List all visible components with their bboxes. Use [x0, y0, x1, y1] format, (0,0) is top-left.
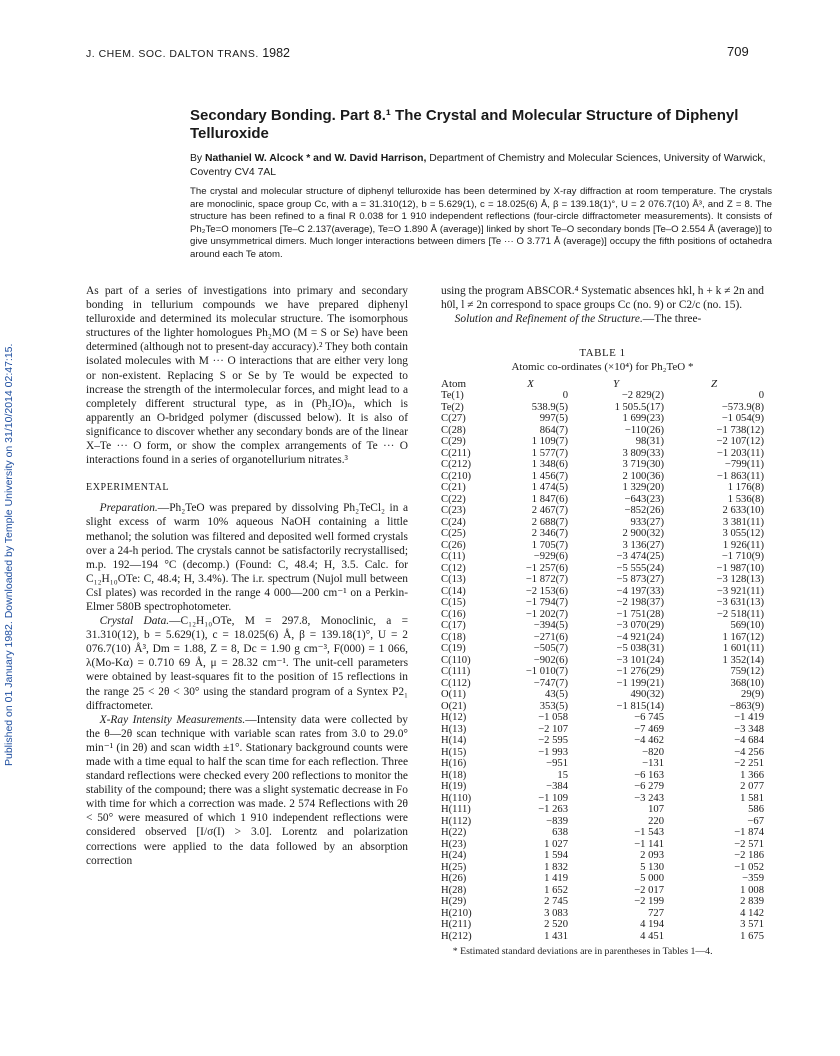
- cell-z: 0: [758, 390, 764, 401]
- table-row: [441, 678, 764, 690]
- cell-z: 3 381(11): [722, 516, 764, 528]
- table-1: [441, 347, 764, 958]
- cell-atom: C(25): [441, 528, 466, 539]
- cell-z: −4 684: [734, 735, 764, 746]
- cell-x: 1 594: [544, 850, 568, 861]
- cell-y: 1 505.5(17): [614, 401, 664, 413]
- cell-atom: H(24): [441, 850, 467, 861]
- preparation-text: —Ph₂TeO was prepared by dissolving Ph₂TeCl₂ in a slight excess of warm 10% aqueous NaOH containing a little methanol; the solution was filtered and deposited well formed crystals over a 24-h period. The crystals cannot be satisfactorily recrystallised; m.p. 192—194 °C (decomp.) (Found: C, 48.4; H, 3.5. Calc. for C₁₂H₁₀OTe: C, 48.4; H, 3.4%). The i.r. spectrum (Nujol mull between CsI plates) was recorded in the range 4 000—200 cm⁻¹ on a Perkin-Elmer 580B spectrophotometer.: [86, 502, 408, 613]
- table-row: [441, 873, 764, 885]
- cell-y: 5 130: [640, 861, 664, 873]
- cell-y: −5 873(27): [616, 574, 664, 585]
- cell-y: −5 038(31): [616, 643, 664, 654]
- cell-atom: C(112): [441, 677, 471, 689]
- cell-x: 1 419: [544, 873, 568, 884]
- table-row: [441, 758, 764, 770]
- cell-x: 353(5): [539, 700, 568, 712]
- solution-text: —The three-: [642, 313, 702, 326]
- table-row: [441, 494, 764, 506]
- table-row: [441, 839, 764, 851]
- author-names: Nathaniel W. Alcock * and W. David Harrison,: [205, 153, 427, 164]
- cell-x: −1 263: [538, 804, 568, 815]
- table-row: [441, 689, 764, 701]
- table-row: [441, 540, 764, 552]
- table-row: [441, 816, 764, 828]
- cell-z: 2 077: [740, 781, 764, 792]
- header-y: Y: [612, 377, 620, 390]
- cell-atom: O(21): [441, 700, 467, 712]
- table-row: [441, 643, 764, 655]
- cell-atom: C(15): [441, 597, 466, 608]
- cell-y: −131: [642, 758, 664, 769]
- cell-x: 538.9(5): [531, 401, 568, 413]
- cell-atom: C(21): [441, 482, 466, 493]
- cell-x: 2 520: [544, 919, 568, 930]
- cell-y: −110(26): [624, 424, 664, 436]
- cell-atom: H(211): [441, 919, 472, 930]
- cell-x: −1 257(6): [525, 562, 568, 574]
- journal-year: 1982: [262, 46, 291, 60]
- cell-x: −839: [546, 815, 568, 827]
- table-row: [441, 517, 764, 529]
- cell-x: 2 745: [544, 896, 568, 907]
- cell-x: −394(5): [533, 620, 568, 631]
- cell-z: 368(10): [730, 677, 764, 689]
- cell-y: −7 469: [634, 723, 664, 735]
- table-row: [441, 781, 764, 793]
- cell-z: 1 926(11): [722, 539, 764, 551]
- cell-z: 1 167(12): [722, 631, 764, 643]
- cell-z: −1 203(11): [716, 447, 764, 459]
- cell-z: −1 052: [734, 861, 764, 873]
- cell-z: −1 863(11): [716, 470, 764, 482]
- cell-z: −1 738(12): [716, 424, 764, 436]
- cell-x: −1 872(7): [525, 574, 568, 585]
- cell-z: −1 874: [734, 827, 764, 838]
- cell-x: 864(7): [539, 424, 568, 436]
- cell-x: 2 688(7): [531, 516, 568, 528]
- cell-z: 569(10): [730, 620, 764, 631]
- xray-paragraph: [86, 713, 408, 868]
- cell-x: 1 832: [544, 861, 568, 873]
- cell-x: 1 652: [544, 884, 568, 896]
- article-title: Secondary Bonding. Part 8.¹ The Crystal and Molecular Structure of Diphenyl Telluroxide: [190, 107, 739, 142]
- table-row: [441, 850, 764, 862]
- cell-x: 1 474(5): [531, 482, 568, 493]
- cell-x: 638: [552, 827, 568, 838]
- cell-y: 107: [648, 804, 664, 815]
- cell-x: −384: [546, 781, 568, 792]
- cell-y: −1 141: [634, 838, 664, 850]
- cell-z: −3 631(13): [716, 597, 764, 608]
- cell-y: −6 745: [634, 712, 664, 723]
- page-number: 709: [727, 44, 749, 59]
- cell-atom: H(110): [441, 792, 472, 804]
- cell-atom: Te(2): [441, 401, 464, 413]
- cell-y: −3 101(24): [616, 654, 664, 666]
- cell-y: 1 329(20): [622, 482, 664, 493]
- cell-z: 1 008: [740, 884, 764, 896]
- cell-atom: C(17): [441, 620, 466, 631]
- cell-x: 1 847(6): [531, 493, 568, 505]
- cell-x: 1 109(7): [531, 436, 568, 447]
- cell-atom: C(22): [441, 493, 466, 505]
- table-row: [441, 459, 764, 471]
- table-row: [441, 724, 764, 736]
- cell-x: −271(6): [533, 631, 568, 643]
- cell-y: 1 699(23): [622, 413, 664, 424]
- cell-x: 3 083: [544, 907, 568, 919]
- cell-atom: C(13): [441, 574, 466, 585]
- table-row: [441, 505, 764, 517]
- cell-x: −747(7): [533, 677, 568, 689]
- table-row: [441, 712, 764, 724]
- table-caption: Atomic co-ordinates (×10⁴) for Ph₂TeO *: [511, 361, 694, 373]
- cell-atom: C(16): [441, 608, 466, 620]
- cell-atom: C(110): [441, 654, 471, 666]
- cell-atom: C(212): [441, 459, 472, 470]
- cell-z: −359: [742, 873, 764, 884]
- cell-y: −2 198(37): [616, 597, 664, 608]
- cell-z: 1 352(14): [722, 654, 764, 666]
- cell-x: −1 010(7): [525, 666, 568, 677]
- table-row: [441, 747, 764, 759]
- cell-x: −929(6): [533, 551, 568, 562]
- cell-atom: H(210): [441, 907, 472, 919]
- preparation-heading: Preparation.: [99, 502, 158, 515]
- cell-atom: H(26): [441, 873, 467, 884]
- table-row: [441, 390, 764, 402]
- table-row: [441, 482, 764, 494]
- cell-atom: C(27): [441, 413, 466, 424]
- cell-z: −3 128(13): [716, 574, 764, 585]
- table-row: [441, 770, 764, 782]
- cell-atom: H(19): [441, 781, 467, 792]
- table-row: [441, 471, 764, 483]
- cell-z: −2 518(11): [716, 608, 764, 620]
- cell-y: 3 719(30): [622, 459, 664, 470]
- cell-z: 586: [748, 804, 764, 815]
- cell-x: 1 027: [544, 838, 568, 850]
- cell-atom: C(210): [441, 470, 472, 482]
- cell-atom: H(212): [441, 930, 472, 942]
- crystal-data-heading: Crystal Data.: [99, 615, 170, 628]
- cell-y: −2 199: [634, 896, 664, 907]
- solution-heading: Solution and Refinement of the Structure.: [454, 313, 643, 326]
- table-row: [441, 919, 764, 931]
- table-row: [441, 931, 764, 943]
- authors-prefix: By: [190, 153, 206, 164]
- cell-y: 3 809(33): [622, 447, 664, 459]
- cell-atom: H(25): [441, 861, 467, 873]
- cell-atom: C(111): [441, 666, 471, 677]
- cell-z: 1 675: [740, 930, 764, 942]
- header-atom: Atom: [441, 377, 467, 390]
- cell-y: −2 017: [634, 884, 664, 896]
- table-row: [441, 436, 764, 448]
- cell-atom: Te(1): [441, 390, 464, 401]
- cell-x: 0: [562, 390, 568, 401]
- crystal-data-text: —C₁₂H₁₀OTe, M = 297.8, Monoclinic, a = 31.310(12), b = 5.629(1), c = 18.025(6) Å, β = 139.18(1)°, U = 2 076.7(10) Å³, Dm = 1.88, Z = 8, Dc = 1.90 g cm⁻³, F(000) = 1 066, λ(Mo-Kα) = 0.710 69 Å, μ = 28.32 cm⁻¹. The unit-cell parameters were obtained by least-squares fit to the position of 15 reflections in the range 25 < 2θ < 30° using the standard program of a Syntex P2₁ diffractometer.: [86, 615, 408, 712]
- cell-atom: H(112): [441, 815, 472, 827]
- cell-x: 997(5): [539, 413, 568, 424]
- cell-y: −1 199(21): [616, 677, 664, 689]
- cell-y: 4 451: [640, 930, 664, 942]
- cell-y: −1 751(28): [616, 608, 664, 620]
- cell-atom: H(14): [441, 735, 467, 746]
- intro-paragraph: As part of a series of investigations into primary and secondary bonding in tellurium compounds we have prepared diphenyl telluroxide and determined its molecular structure. The isomorphous structures of the lighter homologues Ph₂MO (M = S or Se) have been determined (although not to present-day accuracy).² They both contain isolated molecules with M ··· O interactions that are either very long or non-existent. Replacing S or Se by Te would be expected to increase the strength of the intermolecular forces, and might lead to a completely different structural type, as in (Ph₂IO)ₙ, which is apparently an O-bridged polymer (discussed below). It is also of significance to discover whether any secondary bonds are of the linear X–Te ··· O form, or show the complex arrangements of Te ··· O interactions found in a series of organotellurium nitrates.³: [86, 285, 408, 467]
- table-row: [441, 885, 764, 897]
- cell-x: −902(6): [533, 654, 568, 666]
- cell-x: 2 467(7): [531, 505, 568, 516]
- journal-name: J. CHEM. SOC. DALTON TRANS.: [86, 48, 259, 60]
- journal-header: [86, 46, 290, 60]
- cell-y: 933(27): [630, 516, 664, 528]
- table-row: [441, 862, 764, 874]
- cell-y: −3 070(29): [616, 620, 664, 631]
- cell-x: 43(5): [545, 689, 568, 700]
- cell-atom: C(29): [441, 436, 466, 447]
- cell-y: 4 194: [640, 919, 664, 930]
- table-row: [441, 574, 764, 586]
- table-row: [441, 551, 764, 563]
- cell-atom: H(18): [441, 769, 467, 781]
- cell-z: −1 419: [734, 712, 764, 723]
- right-column: [441, 284, 764, 326]
- table-row: [441, 701, 764, 713]
- cell-x: −1 202(7): [525, 608, 568, 620]
- cell-x: −505(7): [533, 643, 568, 654]
- cell-z: −573.9(8): [721, 401, 764, 413]
- cell-y: −1 276(29): [616, 666, 664, 677]
- cell-z: −1 054(9): [721, 413, 764, 424]
- table-row: [441, 402, 764, 414]
- section-heading-experimental: EXPERIMENTAL: [86, 482, 170, 494]
- cell-x: −2 107: [538, 723, 568, 735]
- affiliation: Department of Chemistry and Molecular Sciences, University of Warwick, Coventry CV4 7AL: [190, 153, 766, 178]
- abstract: The crystal and molecular structure of diphenyl telluroxide has been determined by X-ray diffraction at room temperature. The crystals are monoclinic, space group Cc, with a = 31.310(12), b = 5.629(1), c = 18.025(6) Å, β = 139.18(1)°, U = 2 076.7(10) Å³, and Z = 8. The structure has been refined to a final R 0.038 for 1 910 independent reflections (four-circle diffractometer measurements). It consists of Ph₂Te=O monomers [Te–C 2.137(average), Te=O 1.890 Å (average)] linked by short Te–O secondary bonds [Te–O 2.554 Å (average)] to give unsymmetrical dimers. Much longer interactions between dimers [Te ··· O 3.771 Å (average)] occupy the fifth positions of octahedra around each Te atom.: [190, 186, 772, 260]
- table-row: [441, 666, 764, 678]
- table-row: [441, 413, 764, 425]
- table-footnote: * Estimated standard deviations are in parentheses in Tables 1—4.: [452, 946, 713, 957]
- cell-z: 1 366: [740, 769, 764, 781]
- cell-z: −799(11): [724, 459, 764, 470]
- cell-atom: C(19): [441, 643, 466, 654]
- cell-atom: C(11): [441, 551, 466, 562]
- cell-y: −4 462: [634, 735, 664, 746]
- cell-z: −67: [747, 815, 764, 827]
- table-row: [441, 735, 764, 747]
- xray-heading: X-Ray Intensity Measurements.: [99, 713, 246, 726]
- cell-z: 2 633(10): [722, 505, 764, 516]
- cell-z: −863(9): [729, 700, 764, 712]
- table-row: [441, 609, 764, 621]
- cell-y: −852(26): [624, 505, 664, 516]
- cell-z: −2 571: [734, 838, 764, 850]
- cell-y: −6 279: [634, 781, 664, 792]
- cell-x: −2 595: [538, 735, 568, 746]
- cell-y: −6 163: [634, 769, 664, 781]
- table-row: [441, 528, 764, 540]
- cell-atom: C(28): [441, 424, 466, 436]
- cell-z: −3 348: [734, 723, 764, 735]
- cell-atom: H(16): [441, 758, 467, 769]
- download-notice[interactable]: Published on 01 January 1982. Downloaded by Temple University on 31/10/2014 02:47:15.: [3, 343, 15, 767]
- coordinates-table: [441, 377, 764, 942]
- cell-x: −1 993: [538, 746, 568, 758]
- cell-y: −3 243: [634, 792, 664, 804]
- table-body: [441, 390, 764, 942]
- cell-z: −2 251: [734, 758, 764, 769]
- table-row: [441, 908, 764, 920]
- cell-x: 1 577(7): [531, 447, 568, 459]
- cell-atom: H(28): [441, 884, 467, 896]
- cell-y: −1 815(14): [616, 700, 664, 712]
- cell-y: −3 474(25): [616, 551, 664, 562]
- cell-y: 727: [648, 907, 664, 919]
- cell-x: −951: [546, 758, 568, 769]
- table-row: [441, 793, 764, 805]
- cell-y: 490(32): [630, 689, 664, 700]
- cell-z: 1 176(8): [727, 482, 764, 493]
- cell-x: −2 153(6): [525, 585, 568, 597]
- cell-atom: H(13): [441, 723, 467, 735]
- cell-z: 759(12): [730, 666, 764, 677]
- cell-atom: C(23): [441, 505, 466, 516]
- table-row: [441, 804, 764, 816]
- header-x: X: [527, 377, 534, 390]
- cell-z: −1 987(10): [716, 562, 764, 574]
- cell-y: 5 000: [640, 873, 664, 884]
- cell-y: 2 093: [640, 850, 664, 861]
- cell-y: 3 136(27): [622, 539, 664, 551]
- cell-atom: H(22): [441, 827, 467, 838]
- cell-z: −4 256: [734, 746, 764, 758]
- header-z: Z: [710, 377, 718, 390]
- cell-x: 1 705(7): [531, 539, 568, 551]
- cell-x: 1 431: [544, 930, 568, 942]
- cell-atom: H(23): [441, 838, 467, 850]
- cell-y: −5 555(24): [616, 562, 664, 574]
- cell-atom: H(29): [441, 896, 467, 907]
- cell-z: 3 055(12): [722, 528, 764, 539]
- cell-x: 15: [557, 769, 568, 781]
- cell-atom: H(15): [441, 746, 467, 758]
- cell-x: 1 348(6): [531, 459, 568, 470]
- cell-x: −1 058: [538, 712, 568, 723]
- table-header-row: [441, 377, 764, 390]
- cell-y: −643(23): [624, 493, 664, 505]
- cell-atom: C(14): [441, 585, 466, 597]
- cell-z: 29(9): [741, 689, 764, 700]
- preparation-paragraph: [86, 501, 408, 614]
- cell-y: 220: [648, 815, 664, 827]
- cell-x: 1 456(7): [531, 470, 568, 482]
- cell-atom: C(24): [441, 516, 466, 528]
- cell-atom: C(211): [441, 447, 471, 459]
- cell-atom: C(26): [441, 539, 466, 551]
- cell-z: 1 601(11): [722, 643, 764, 654]
- cell-y: −2 829(2): [621, 390, 664, 401]
- table-row: [441, 632, 764, 644]
- table-row: [441, 597, 764, 609]
- cell-z: −3 921(11): [716, 585, 764, 597]
- table-label: TABLE 1: [579, 347, 626, 359]
- table-row: [441, 448, 764, 460]
- cell-y: −820: [642, 746, 664, 758]
- cell-atom: H(111): [441, 804, 471, 815]
- cell-y: −1 543: [634, 827, 664, 838]
- cell-z: 2 839: [740, 896, 764, 907]
- absorption-paragraph: using the program ABSCOR.⁴ Systematic absences hkl, h + k ≠ 2n and h0l, l ≠ 2n correspond to space groups Cc (no. 9) or C2/c (no. 15).: [441, 285, 764, 312]
- cell-z: 1 536(8): [727, 493, 764, 505]
- cell-z: −1 710(9): [721, 551, 764, 562]
- table-row: [441, 563, 764, 575]
- cell-z: −2 186: [734, 850, 764, 861]
- cell-y: −4 197(33): [616, 585, 664, 597]
- table-row: [441, 655, 764, 667]
- cell-x: 2 346(7): [531, 528, 568, 539]
- cell-z: 4 142: [740, 907, 764, 919]
- table-row: [441, 425, 764, 437]
- table-row: [441, 896, 764, 908]
- cell-x: −1 109: [538, 792, 568, 804]
- left-column: [86, 284, 408, 868]
- cell-x: −1 794(7): [525, 597, 568, 608]
- crystal-data-paragraph: [86, 614, 408, 713]
- cell-y: 98(31): [635, 436, 664, 447]
- cell-atom: C(18): [441, 631, 466, 643]
- solution-paragraph: [441, 312, 764, 326]
- cell-y: 2 100(36): [622, 470, 664, 482]
- table-row: [441, 827, 764, 839]
- table-row: [441, 620, 764, 632]
- cell-atom: H(12): [441, 712, 467, 723]
- cell-y: −4 921(24): [616, 631, 664, 643]
- cell-z: 1 581: [740, 792, 764, 804]
- cell-z: −2 107(12): [716, 436, 764, 447]
- cell-atom: O(11): [441, 689, 466, 700]
- cell-y: 2 900(32): [622, 528, 664, 539]
- cell-z: 3 571: [740, 919, 764, 930]
- authors-line: [190, 152, 770, 179]
- table-row: [441, 586, 764, 598]
- xray-text: —Intensity data were collected by the θ—2θ scan technique with variable scan rates from 3.0 to 29.0° min⁻¹ (in 2θ) and scan width ±1°. Stationary background counts were made with a time equal to half the scan time for each reflection. Three standard reflections were checked every 200 reflections to monitor the stability of the compound; there was a slight systematic decrease in Fo with time for which a correction was made. 2 574 Reflections with 2θ < 50° were measured of which 1 910 independent reflections were considered observed [I/σ(I) > 3.0]. Lorentz and polarization corrections were applied to the data followed by an absorption correction: [86, 713, 408, 867]
- cell-atom: C(12): [441, 562, 466, 574]
